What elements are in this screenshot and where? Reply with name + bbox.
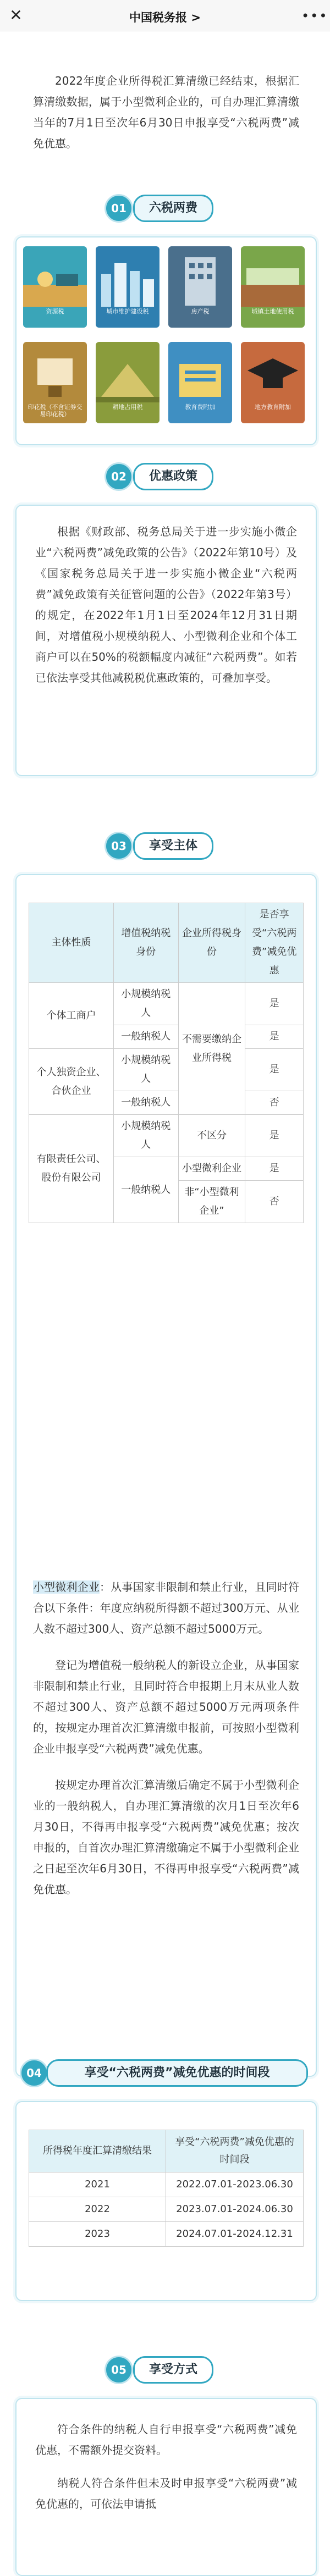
header-cell: 企业所得税身份 (178, 903, 245, 983)
subject-text (33, 1577, 299, 1900)
tile-farmland-tax (96, 342, 160, 423)
table-header-row (29, 903, 304, 983)
section-title: 六税两费 (133, 195, 213, 222)
section-header-03 (0, 829, 330, 860)
section-number: 01 (105, 194, 133, 223)
table-row (29, 983, 304, 1025)
section-header-04 (0, 2056, 330, 2087)
method-card (15, 2398, 317, 2576)
tile-label: 城镇土地使用税 (251, 308, 294, 315)
tile-label: 资源税 (46, 308, 64, 315)
more-icon[interactable]: ••• (301, 8, 328, 24)
close-icon[interactable]: ✕ (9, 6, 23, 24)
header-cell: 增值税纳税身份 (113, 903, 178, 983)
tile-city-tax (96, 246, 160, 328)
eligible: 是 (245, 1025, 304, 1049)
table-row (29, 2173, 304, 2197)
period-cell: 2023.07.01-2024.06.30 (166, 2197, 304, 2222)
tile-label: 地方教育附加 (255, 403, 291, 411)
paragraph: 按规定办理首次汇算清缴后确定不属于小型微利企业的一般纳税人，自办理汇算清缴的次月1日至次年6月30日，不得再申报享受“六税两费”减免优惠；按次申报的，自首次办理汇算清缴确定不属于小型微利企业之日起至次年6月30日，不得再申报享受“六税两费”减免优惠。 (33, 1778, 299, 1896)
entity-type: 有限责任公司、股份有限公司 (29, 1115, 114, 1223)
tile-land-use-tax (241, 246, 305, 328)
paragraph: 符合条件的纳税人自行申报享受“六税两费”减免优惠，不需额外提交资料。 (35, 2423, 297, 2457)
eligible: 是 (245, 1049, 304, 1091)
table-row (29, 2222, 304, 2247)
highlight-term: 小型微利企业 (33, 1580, 100, 1594)
header-cell: 所得税年度汇算清缴结果 (29, 2130, 166, 2173)
eligible: 是 (245, 1157, 304, 1181)
land-icon (241, 246, 305, 328)
city-icon (96, 246, 160, 328)
income-tax-status: 不需要缴纳企业所得税 (178, 983, 245, 1115)
building-icon (168, 246, 232, 328)
section-title: 享受方式 (133, 2356, 213, 2384)
income-tax-status: 小型微利企业 (178, 1157, 245, 1181)
tile-stamp-tax (23, 342, 87, 423)
table-row (29, 2197, 304, 2222)
grad-cap-icon (241, 342, 305, 423)
tile-local-education-surcharge (241, 342, 305, 423)
paragraph: 纳税人符合条件但未及时申报享受“六税两费”减免优惠的，可依法申请抵 (35, 2477, 297, 2511)
section-number: 05 (105, 2356, 133, 2384)
year-cell: 2022 (29, 2197, 166, 2222)
eligible: 否 (245, 1181, 304, 1223)
small-enterprise-definition: 小型微利企业：从事国家非限制和禁止行业，且同时符合以下条件：年度应纳税所得额不超过300万元、从业人数不超过300人、资产总额不超过5000万元。 (33, 1580, 300, 1635)
tile-property-tax (168, 246, 232, 328)
period-table (29, 2130, 304, 2247)
tile-label: 房产税 (191, 308, 210, 315)
paragraph: 登记为增值税一般纳税人的新设立企业，从事国家非限制和禁止行业，且同时符合申报期上月末从业人数不超过300人、资产总额不超过5000万元两项条件的，按规定办理首次汇算清缴申报前，可按照小型微利企业申报享受“六税两费”减免优惠。 (33, 1659, 299, 1755)
year-cell: 2021 (29, 2173, 166, 2197)
farmland-icon (96, 342, 160, 423)
account-title[interactable]: 中国税务报 > (129, 11, 201, 24)
vat-status: 一般纳税人 (113, 1025, 178, 1049)
period-cell: 2022.07.01-2023.06.30 (166, 2173, 304, 2197)
income-tax-status: 不区分 (178, 1115, 245, 1157)
tile-label: 印花税（不含证券交易印花税） (28, 403, 82, 418)
entity-type: 个人独资企业、合伙企业 (29, 1049, 114, 1115)
year-cell: 2023 (29, 2222, 166, 2247)
vat-status: 一般纳税人 (113, 1157, 178, 1223)
period-cell: 2024.07.01-2024.12.31 (166, 2222, 304, 2247)
intro-paragraph: 2022年度企业所得税汇算清缴已经结束，根据汇算清缴数据，属于小型微利企业的，可自办理汇算清缴当年的7月1日至次年6月30日申报享受“六税两费”减免优惠。 (33, 74, 299, 150)
table-row (29, 1115, 304, 1157)
eligible: 是 (245, 1115, 304, 1157)
eligible: 否 (245, 1091, 304, 1115)
vat-status: 一般纳税人 (113, 1091, 178, 1115)
section-number: 04 (20, 2059, 48, 2087)
section-title: 优惠政策 (133, 463, 213, 490)
tile-label: 城市维护建设税 (106, 308, 149, 315)
tile-resource-tax (23, 246, 87, 328)
header-cell: 主体性质 (29, 903, 114, 983)
top-bar (0, 0, 330, 31)
section-number: 02 (105, 462, 133, 491)
section-header-05 (0, 2353, 330, 2384)
vat-status: 小规模纳税人 (113, 1115, 178, 1157)
header-cell: 享受“六税两费”减免优惠的时间段 (166, 2130, 304, 2173)
vat-status: 小规模纳税人 (113, 1049, 178, 1091)
tile-label: 教育费附加 (185, 403, 216, 411)
section-header-02 (0, 460, 330, 490)
policy-card (15, 505, 317, 776)
subject-table (29, 903, 304, 1223)
education-icon (168, 342, 232, 423)
income-tax-status: 非“小型微利企业” (178, 1181, 245, 1223)
section-number: 03 (105, 832, 133, 860)
vat-status: 小规模纳税人 (113, 983, 178, 1025)
entity-type: 个体工商户 (29, 983, 114, 1049)
tile-label: 耕地占用税 (112, 403, 143, 411)
tax-icons-card (15, 236, 317, 445)
mining-icon (23, 246, 87, 328)
section-title: 享受“六税两费”减免优惠的时间段 (46, 2059, 308, 2087)
eligible: 是 (245, 983, 304, 1025)
section-header-01 (0, 191, 330, 222)
tile-education-surcharge (168, 342, 232, 423)
section-title: 享受主体 (133, 832, 213, 860)
table-header-row (29, 2130, 304, 2173)
header-cell: 是否享受“六税两费”减免优惠 (245, 903, 304, 983)
policy-text: 根据《财政部、税务总局关于进一步实施小微企业“六税两费”减免政策的公告》（2022年第10号）及《国家税务总局关于进一步实施小微企业“六税两费”减免政策有关征管问题的公告》（2022年第3号）的规定，在2022年1月1日至2024年12月31日期间，对增值税小规模纳税人、小型微利企业和个体工商户可以在50%的税额幅度内减征“六税两费”。如若已依法享受其他减税税优惠政策的，可叠加享受。 (35, 525, 297, 684)
table-row (29, 1049, 304, 1091)
